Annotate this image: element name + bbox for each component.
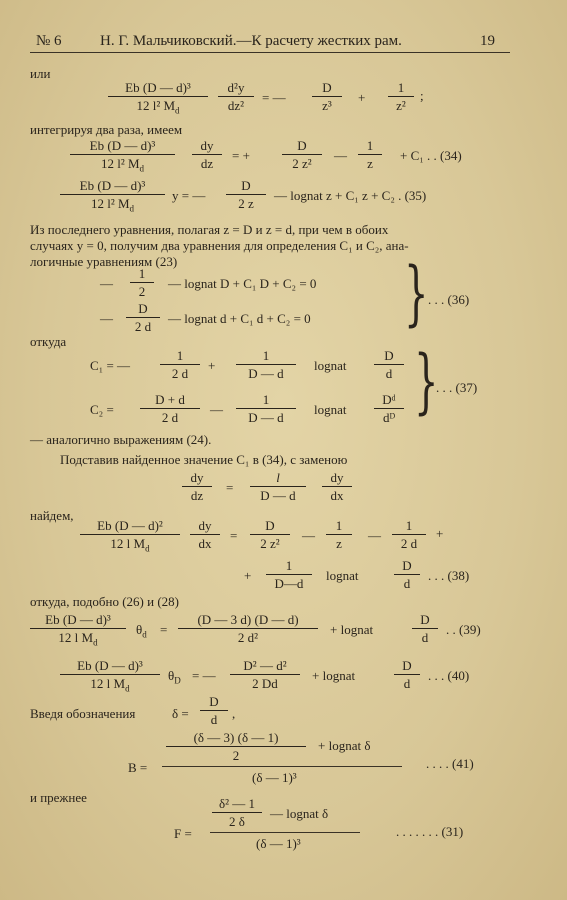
eq0-d2y-fraction xyxy=(218,80,254,113)
eq38b-f2-den: d xyxy=(403,576,411,591)
eq38-lhs-num: Eb (D — d)² xyxy=(97,518,163,533)
eq37b-f3-den: dᴰ xyxy=(382,410,396,425)
sub-f1-den: dz xyxy=(190,488,204,503)
eq41-inner-den: 2 xyxy=(232,748,240,763)
eq38-lhs-fraction: Eb (D — d)² 12 l $M_d$ xyxy=(80,518,180,557)
eq41-inner-frac xyxy=(166,730,306,763)
page-number: 19 xyxy=(480,33,495,49)
eq31-inner-num: δ² — 1 xyxy=(218,796,256,811)
eq34-dy-den: dz xyxy=(200,156,214,171)
eq35-f-den: 2 z xyxy=(238,196,254,211)
eq39-f-num: (D — 3 d) (D — d) xyxy=(197,612,299,627)
eq35-y: y = — xyxy=(172,188,206,203)
eq39-lhs-num: Eb (D — d)³ xyxy=(45,612,111,627)
eq37b-c: C₂ = xyxy=(90,402,114,417)
eq38-dy-num: dy xyxy=(198,518,212,533)
eq35-frac xyxy=(226,178,266,211)
eq38-frac1 xyxy=(250,518,290,551)
eq0-plus: + xyxy=(358,90,366,105)
eq40-frac2 xyxy=(394,658,420,691)
eq34-frac1 xyxy=(282,138,322,171)
sub-frac2 xyxy=(250,470,306,503)
eq38-plus: + xyxy=(436,526,444,541)
eq38-dy-fraction xyxy=(190,518,220,551)
eq38-f2-num: 1 xyxy=(335,518,343,533)
sub-f2-num: l xyxy=(276,470,280,485)
eq38-f1-den: 2 z² xyxy=(260,536,280,551)
eq34-f2-num: 1 xyxy=(366,138,374,153)
sub-f3-num: dy xyxy=(330,470,344,485)
eq37a-frac1 xyxy=(160,348,200,381)
eq35-lhs-fraction: Eb (D — d)³ 12 l² $M_d$ xyxy=(60,178,165,217)
eq37a-frac3 xyxy=(374,348,404,381)
eq40-f2-num: D xyxy=(402,658,412,673)
eq0-equals: = — xyxy=(262,90,286,105)
eq36a-minus: — xyxy=(100,276,113,291)
eq38-f3-den: 2 d xyxy=(400,536,418,551)
eq31-num-tail: — lognat δ xyxy=(270,806,329,821)
text-prezhnee: и прежнее xyxy=(30,790,87,805)
eq37a-c: C₁ = — xyxy=(90,358,131,373)
eq34-tail: + C₁ . . (34) xyxy=(400,148,462,163)
eq0-semicolon: ; xyxy=(420,88,424,103)
eq40-label: . . . (40) xyxy=(428,668,470,683)
text-otkuda1: откуда xyxy=(30,334,67,349)
sub-f3-den: dx xyxy=(330,488,344,503)
eq0-lhs-den: 12 l² M xyxy=(136,98,176,113)
eq36-brace: } xyxy=(404,252,429,334)
delta-f-den: d xyxy=(210,712,218,727)
text-otkuda2: откуда, подобно (26) и (28) xyxy=(30,594,179,609)
eq37b-frac1 xyxy=(140,392,200,425)
eq39-f2-den: d xyxy=(421,630,429,645)
eq38-equals: = xyxy=(230,528,238,543)
eq0-f1-num: D xyxy=(322,80,332,95)
eq41-label: . . . . (41) xyxy=(426,756,474,771)
eq38-f2-den: z xyxy=(336,536,342,551)
eq34-lhs-num: Eb (D — d)³ xyxy=(89,138,156,153)
header-rule xyxy=(30,52,510,53)
eq40-lhs-num: Eb (D — d)³ xyxy=(77,658,143,673)
sub-frac3 xyxy=(322,470,352,503)
eq34-dy-fraction xyxy=(192,138,222,171)
eq37a-f1-den: 2 d xyxy=(171,366,189,381)
eq34-minus: — xyxy=(334,148,347,163)
eq40-lhs-den: 12 l M xyxy=(90,676,126,691)
eq0-f2-num: 1 xyxy=(397,80,405,95)
eq38-frac2 xyxy=(326,518,352,551)
eq40-f2-den: d xyxy=(403,676,411,691)
eq37-label: . . . (37) xyxy=(436,380,478,395)
eq38-minus2: — xyxy=(368,528,381,543)
text-cases: случаях y = 0, получим два уравнения для определения C₁ и C₂, ана- xyxy=(30,238,409,253)
text-analog24: — аналогично выражениям (24). xyxy=(30,432,212,447)
eq36a-f-den: 2 xyxy=(138,284,146,299)
eq37b-log: lognat xyxy=(314,402,347,417)
eq39-label: . . (39) xyxy=(446,622,481,637)
eq34-frac2 xyxy=(358,138,382,171)
eq36a-frac xyxy=(130,266,154,299)
text-naydem: найдем, xyxy=(30,508,74,523)
eq37a-f3-den: d xyxy=(385,366,393,381)
eq0-lhs-num: Eb (D — d)³ xyxy=(125,80,191,95)
eq38-dy-den: dx xyxy=(198,536,212,551)
delta-f-num: D xyxy=(209,694,219,709)
eq36a-tail: — lognat D + C₁ D + C₂ = 0 xyxy=(168,276,317,291)
text-vvedya: Введя обозначения xyxy=(30,706,136,721)
eq39-lhs-den: 12 l M xyxy=(58,630,94,645)
eq40-lhs-fraction: Eb (D — d)³ 12 l $M_d$ xyxy=(60,658,160,697)
eq40-frac xyxy=(230,658,300,691)
eq40-theta: $\theta_D$ xyxy=(168,668,181,686)
eq0-d2y-num: d²y xyxy=(227,80,245,95)
eq34-dy-num: dy xyxy=(200,138,214,153)
eq37a-plus: + xyxy=(208,358,216,373)
eq39-equals: = xyxy=(160,622,168,637)
eq37b-f1-den: 2 d xyxy=(161,410,179,425)
running-title: Н. Г. Мальчиковский.—К расчету жестких рам. xyxy=(100,33,402,49)
eq38-frac3 xyxy=(392,518,426,551)
eq35-f-num: D xyxy=(241,178,251,193)
eq38b-f2-num: D xyxy=(402,558,412,573)
eq38b-frac xyxy=(266,558,312,591)
eq34-f1-num: D xyxy=(297,138,307,153)
delta-frac xyxy=(200,694,228,727)
eq40-f-num: D² — d² xyxy=(243,658,287,673)
eq38b-plus: + xyxy=(244,568,252,583)
eq39-log: + lognat xyxy=(330,622,374,637)
eq35-tail: — lognat z + C₁ z + C₂ . (35) xyxy=(274,188,427,203)
eq34-f2-den: z xyxy=(367,156,373,171)
eq37b-f2-den: D — d xyxy=(248,410,284,425)
eq37b-frac2 xyxy=(236,392,296,425)
eq41-num-tail: + lognat δ xyxy=(318,738,371,753)
eq40-equals: = — xyxy=(192,668,216,683)
eq38-minus1: — xyxy=(302,528,315,543)
eq38-lhs-den: 12 l M xyxy=(110,536,146,551)
eq39-theta: $\theta_d$ xyxy=(136,622,147,640)
eq37b-frac3 xyxy=(374,392,404,425)
eq36b-f-num: D xyxy=(138,301,148,316)
delta-comma: , xyxy=(232,706,236,721)
eq40-f-den: 2 Dd xyxy=(252,676,278,691)
eq37a-f1-num: 1 xyxy=(176,348,184,363)
eq37a-f2-den: D — d xyxy=(248,366,284,381)
eq31-label: . . . . . . . (31) xyxy=(396,824,464,839)
eq38-f1-num: D xyxy=(265,518,275,533)
text-analog: логичные уравнениям (23) xyxy=(30,254,178,269)
eq38-f3-num: 1 xyxy=(405,518,413,533)
eq0-f2-den: z² xyxy=(396,98,406,113)
eq37a-f2-num: 1 xyxy=(262,348,270,363)
eq36b-minus: — xyxy=(100,311,113,326)
eq31-inner-den: 2 δ xyxy=(229,814,245,829)
eq0-f1-den: z³ xyxy=(322,98,332,113)
eq37a-log: lognat xyxy=(314,358,347,373)
eq36b-f-den: 2 d xyxy=(134,319,152,334)
eq37b-f2-num: 1 xyxy=(262,392,270,407)
eq37b-f1-num: D + d xyxy=(155,392,185,407)
eq0-frac2 xyxy=(388,80,414,113)
delta-def: δ = xyxy=(172,706,189,721)
eq37b-minus: — xyxy=(210,402,223,417)
eq31-den: (δ — 1)³ xyxy=(256,836,301,851)
eq0-frac1 xyxy=(312,80,342,113)
eq0-d2y-den: dz² xyxy=(227,98,245,113)
eq41-den: (δ — 1)³ xyxy=(252,770,297,785)
eq34-equals: = + xyxy=(232,148,250,163)
eq36a-f-num: 1 xyxy=(138,266,146,281)
eq35-lhs-num: Eb (D — d)³ xyxy=(79,178,146,193)
eq39-frac2 xyxy=(412,612,438,645)
issue-number: № 6 xyxy=(36,33,62,49)
sub-frac1 xyxy=(182,470,212,503)
eq39-f-den: 2 d² xyxy=(237,630,259,645)
eq35-lhs-den: 12 l² M xyxy=(90,196,130,211)
eq37-brace: } xyxy=(414,340,439,422)
text-integr: интегрируя два раза, имеем xyxy=(30,122,183,137)
text-substit: Подставив найденное значение C₁ в (34), с заменою xyxy=(60,452,348,467)
eq39-f2-num: D xyxy=(420,612,430,627)
eq38b-log: lognat xyxy=(326,568,359,583)
eq38-label: . . . (38) xyxy=(428,568,470,583)
text-ili: или xyxy=(30,66,51,81)
eq38b-frac2 xyxy=(394,558,420,591)
eq34-f1-den: 2 z² xyxy=(292,156,312,171)
eq41-B: B = xyxy=(128,760,148,775)
eq0-lhs-fraction: Eb (D — d)³ 12 l² $M_d$ xyxy=(108,80,208,119)
eq34-lhs-den: 12 l² M xyxy=(100,156,140,171)
eq36b-tail: — lognat d + C₁ d + C₂ = 0 xyxy=(168,311,311,326)
eq31-main-bar xyxy=(210,832,360,833)
eq34-lhs-fraction: Eb (D — d)³ 12 l² $M_d$ xyxy=(70,138,175,177)
eq40-log: + lognat xyxy=(312,668,356,683)
eq37a-frac2 xyxy=(236,348,296,381)
eq37b-f3-num: Dᵈ xyxy=(382,392,396,407)
eq36b-frac xyxy=(126,301,160,334)
eq39-lhs-fraction: Eb (D — d)³ 12 l $M_d$ xyxy=(30,612,126,651)
sub-f1-num: dy xyxy=(190,470,204,485)
eq38b-f-num: 1 xyxy=(285,558,293,573)
eq38b-f-den: D—d xyxy=(274,576,304,591)
eq39-frac xyxy=(178,612,318,645)
eq31-inner-frac xyxy=(212,796,262,829)
text-from-last: Из последнего уравнения, полагая z = D и z = d, при чем в обоих xyxy=(30,222,389,237)
eq36-label: . . . (36) xyxy=(428,292,470,307)
sub-equals: = xyxy=(226,480,234,495)
sub-f2-den: D — d xyxy=(260,488,296,503)
eq41-inner-num: (δ — 3) (δ — 1) xyxy=(193,730,279,745)
eq37a-f3-num: D xyxy=(384,348,394,363)
eq31-F: F = xyxy=(174,826,192,841)
eq41-main-bar xyxy=(162,766,402,767)
